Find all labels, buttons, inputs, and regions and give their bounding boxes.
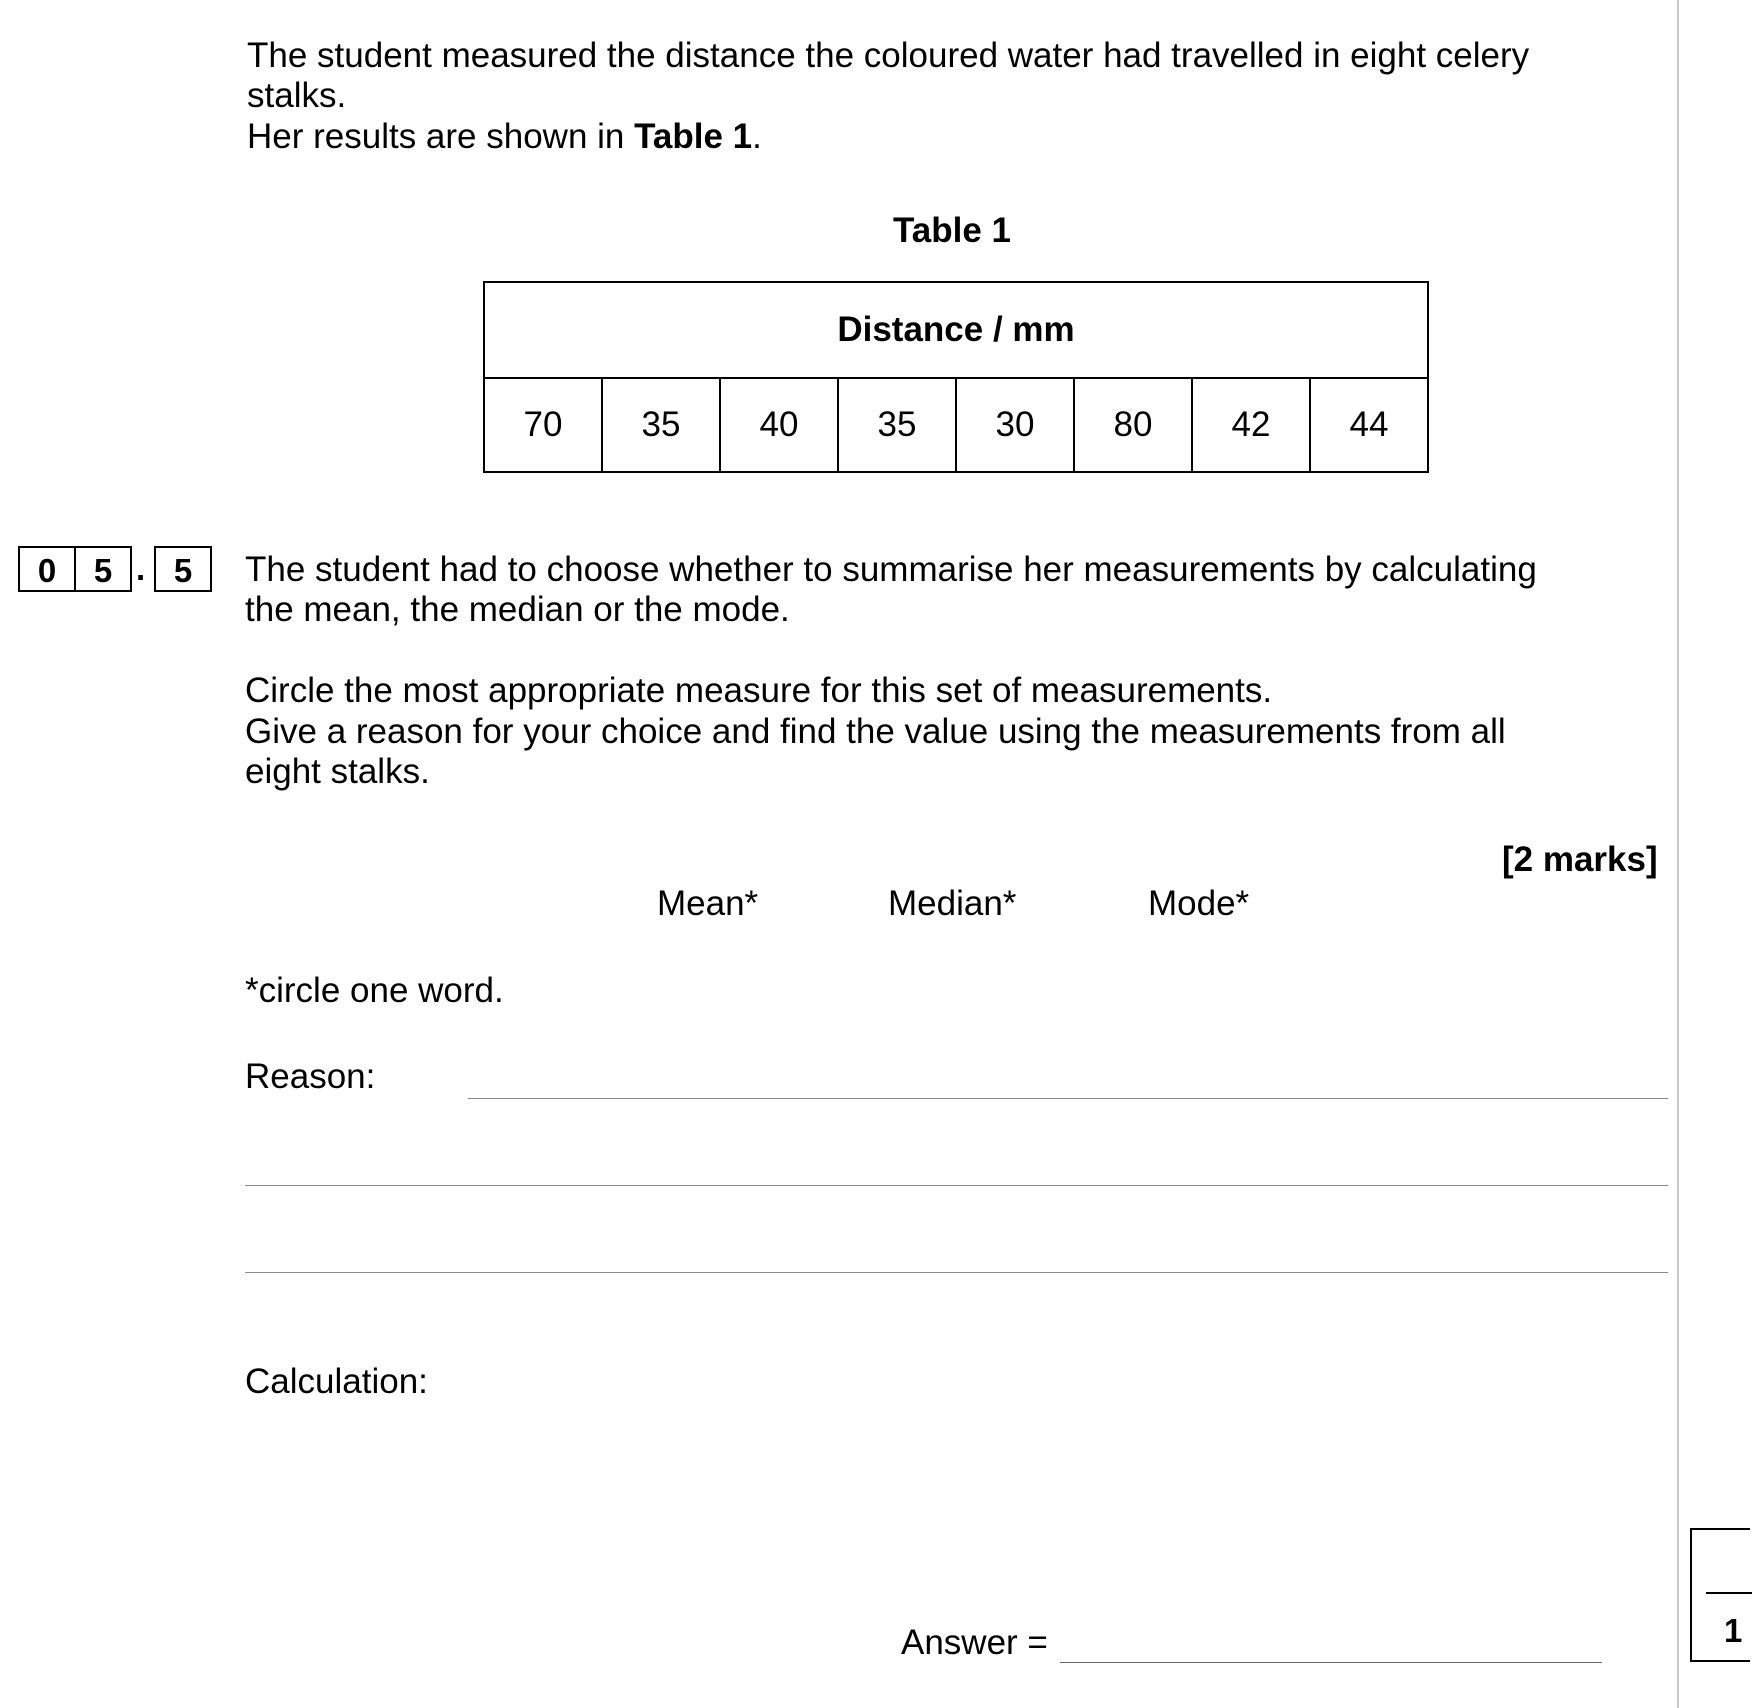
mark-box-rule bbox=[1706, 1592, 1752, 1594]
question-number-digit: 5 bbox=[154, 546, 212, 592]
calculation-label: Calculation: bbox=[245, 1362, 428, 1401]
option-mean[interactable]: Mean* bbox=[657, 884, 759, 923]
table-cell: 35 bbox=[838, 378, 956, 472]
instruction-line-1: Circle the most appropriate measure for this set of measurements. bbox=[245, 671, 1273, 710]
intro-table-ref: Table 1 bbox=[634, 117, 753, 156]
option-median[interactable]: Median* bbox=[888, 884, 1017, 923]
answer-line[interactable] bbox=[1060, 1662, 1602, 1663]
intro-line-2: stalks. bbox=[247, 76, 347, 115]
reason-answer-line-2[interactable] bbox=[245, 1185, 1668, 1186]
intro-line-3 bbox=[247, 117, 762, 157]
question-number-dot: . bbox=[136, 550, 146, 587]
table-cell: 80 bbox=[1074, 378, 1192, 472]
margin-rule bbox=[1677, 0, 1679, 1708]
question-number-digit: 0 bbox=[18, 546, 76, 592]
table-header-row bbox=[484, 282, 1428, 378]
table-cell: 70 bbox=[484, 378, 602, 472]
table-caption: Table 1 bbox=[893, 211, 1012, 250]
intro-line-3-post: . bbox=[752, 117, 762, 156]
table-cell: 40 bbox=[720, 378, 838, 472]
question-number-digit: 5 bbox=[74, 546, 132, 592]
table-cell: 35 bbox=[602, 378, 720, 472]
distance-table bbox=[483, 281, 1429, 473]
table-cell: 44 bbox=[1310, 378, 1428, 472]
marks-label: [2 marks] bbox=[1502, 840, 1658, 879]
instruction-line-3: eight stalks. bbox=[245, 752, 430, 791]
question-text-line-1: The student had to choose whether to summarise her measurements by calculating bbox=[245, 550, 1537, 589]
footnote: *circle one word. bbox=[245, 971, 504, 1010]
answer-label: Answer = bbox=[901, 1623, 1048, 1662]
intro-line-1: The student measured the distance the coloured water had travelled in eight celery bbox=[247, 36, 1530, 75]
reason-answer-line-3[interactable] bbox=[245, 1272, 1668, 1273]
question-text-line-2: the mean, the median or the mode. bbox=[245, 590, 790, 629]
reason-answer-line-1[interactable] bbox=[468, 1098, 1668, 1099]
reason-label: Reason: bbox=[245, 1057, 376, 1096]
instruction-line-2: Give a reason for your choice and find the value using the measurements from all bbox=[245, 712, 1506, 751]
table-cell: 42 bbox=[1192, 378, 1310, 472]
table-cell: 30 bbox=[956, 378, 1074, 472]
mark-box-total: 1 bbox=[1724, 1612, 1743, 1649]
mark-box bbox=[1690, 1528, 1750, 1662]
table-values-row bbox=[484, 378, 1428, 472]
table-header: Distance / mm bbox=[484, 282, 1428, 378]
intro-line-3-pre: Her results are shown in bbox=[247, 117, 635, 156]
option-mode[interactable]: Mode* bbox=[1148, 884, 1250, 923]
